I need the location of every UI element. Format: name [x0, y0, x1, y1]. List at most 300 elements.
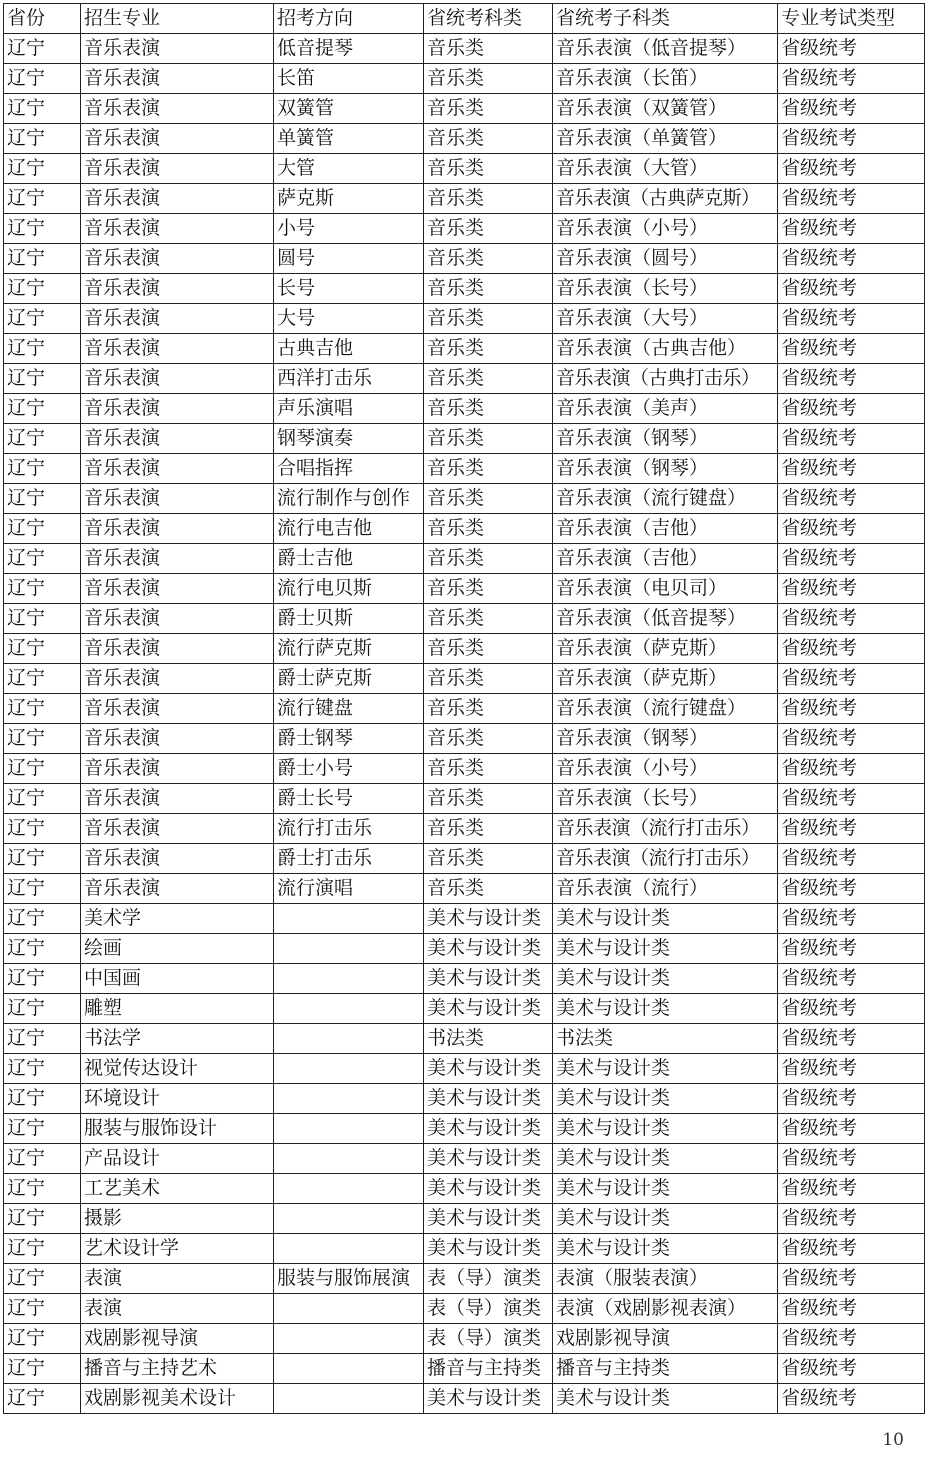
cell-exam-subcategory: 音乐表演（长号） — [553, 784, 778, 814]
cell-exam-category: 表（导）演类 — [424, 1264, 553, 1294]
cell-exam-type: 省级统考 — [778, 1294, 925, 1324]
cell-exam-type: 省级统考 — [778, 904, 925, 934]
cell-major: 音乐表演 — [81, 544, 274, 574]
cell-province: 辽宁 — [4, 124, 81, 154]
cell-province: 辽宁 — [4, 1024, 81, 1054]
cell-exam-subcategory: 音乐表演（吉他） — [553, 544, 778, 574]
cell-exam-subcategory: 音乐表演（大号） — [553, 304, 778, 334]
cell-exam-type: 省级统考 — [778, 334, 925, 364]
cell-exam-subcategory: 音乐表演（美声） — [553, 394, 778, 424]
cell-province: 辽宁 — [4, 394, 81, 424]
cell-direction — [274, 1084, 424, 1114]
table-row — [4, 1264, 925, 1294]
cell-exam-category: 美术与设计类 — [424, 1084, 553, 1114]
cell-direction: 单簧管 — [274, 124, 424, 154]
cell-exam-type: 省级统考 — [778, 1354, 925, 1384]
cell-direction — [274, 1114, 424, 1144]
cell-province: 辽宁 — [4, 1114, 81, 1144]
cell-major: 表演 — [81, 1294, 274, 1324]
cell-exam-category: 美术与设计类 — [424, 1144, 553, 1174]
table-row — [4, 1084, 925, 1114]
cell-exam-category: 音乐类 — [424, 754, 553, 784]
cell-exam-subcategory: 音乐表演（单簧管） — [553, 124, 778, 154]
cell-province: 辽宁 — [4, 1264, 81, 1294]
cell-exam-subcategory: 音乐表演（小号） — [553, 754, 778, 784]
cell-province: 辽宁 — [4, 94, 81, 124]
cell-direction — [274, 934, 424, 964]
table-row — [4, 454, 925, 484]
cell-exam-subcategory: 音乐表演（钢琴） — [553, 424, 778, 454]
table-body — [4, 34, 925, 1414]
cell-major: 摄影 — [81, 1204, 274, 1234]
cell-exam-category: 音乐类 — [424, 844, 553, 874]
cell-exam-type: 省级统考 — [778, 994, 925, 1024]
cell-direction: 低音提琴 — [274, 34, 424, 64]
cell-major: 音乐表演 — [81, 784, 274, 814]
cell-exam-category: 播音与主持类 — [424, 1354, 553, 1384]
cell-exam-subcategory: 音乐表演（双簧管） — [553, 94, 778, 124]
cell-direction: 小号 — [274, 214, 424, 244]
cell-province: 辽宁 — [4, 604, 81, 634]
cell-exam-type: 省级统考 — [778, 1084, 925, 1114]
cell-major: 音乐表演 — [81, 484, 274, 514]
cell-exam-category: 音乐类 — [424, 664, 553, 694]
header-exam-category: 省统考科类 — [424, 4, 553, 34]
cell-exam-type: 省级统考 — [778, 394, 925, 424]
cell-exam-subcategory: 表演（服装表演） — [553, 1264, 778, 1294]
cell-province: 辽宁 — [4, 34, 81, 64]
cell-direction: 双簧管 — [274, 94, 424, 124]
cell-major: 产品设计 — [81, 1144, 274, 1174]
cell-direction: 西洋打击乐 — [274, 364, 424, 394]
cell-direction: 合唱指挥 — [274, 454, 424, 484]
cell-exam-subcategory: 音乐表演（吉他） — [553, 514, 778, 544]
cell-major: 音乐表演 — [81, 304, 274, 334]
table-row — [4, 214, 925, 244]
cell-province: 辽宁 — [4, 424, 81, 454]
cell-exam-type: 省级统考 — [778, 604, 925, 634]
cell-exam-type: 省级统考 — [778, 694, 925, 724]
cell-exam-category: 音乐类 — [424, 154, 553, 184]
cell-exam-type: 省级统考 — [778, 964, 925, 994]
table-row — [4, 724, 925, 754]
cell-major: 音乐表演 — [81, 454, 274, 484]
cell-province: 辽宁 — [4, 1234, 81, 1264]
cell-major: 音乐表演 — [81, 634, 274, 664]
cell-province: 辽宁 — [4, 514, 81, 544]
cell-major: 音乐表演 — [81, 754, 274, 784]
table-row — [4, 664, 925, 694]
cell-exam-type: 省级统考 — [778, 214, 925, 244]
cell-exam-subcategory: 美术与设计类 — [553, 994, 778, 1024]
cell-direction: 长笛 — [274, 64, 424, 94]
table-row — [4, 424, 925, 454]
cell-exam-type: 省级统考 — [778, 754, 925, 784]
cell-direction — [274, 1054, 424, 1084]
cell-major: 绘画 — [81, 934, 274, 964]
cell-exam-subcategory: 戏剧影视导演 — [553, 1324, 778, 1354]
cell-exam-category: 音乐类 — [424, 454, 553, 484]
cell-exam-type: 省级统考 — [778, 454, 925, 484]
cell-exam-category: 书法类 — [424, 1024, 553, 1054]
cell-exam-type: 省级统考 — [778, 1324, 925, 1354]
cell-exam-subcategory: 音乐表演（萨克斯） — [553, 634, 778, 664]
cell-province: 辽宁 — [4, 1324, 81, 1354]
table-row — [4, 364, 925, 394]
table-row — [4, 244, 925, 274]
cell-major: 音乐表演 — [81, 694, 274, 724]
cell-exam-category: 音乐类 — [424, 214, 553, 244]
table-row — [4, 394, 925, 424]
cell-major: 服装与服饰设计 — [81, 1114, 274, 1144]
cell-direction: 长号 — [274, 274, 424, 304]
cell-direction: 流行电吉他 — [274, 514, 424, 544]
cell-direction — [274, 904, 424, 934]
cell-exam-category: 音乐类 — [424, 514, 553, 544]
table-row — [4, 94, 925, 124]
table-row — [4, 844, 925, 874]
cell-province: 辽宁 — [4, 754, 81, 784]
cell-exam-subcategory: 美术与设计类 — [553, 1234, 778, 1264]
table-row — [4, 784, 925, 814]
cell-direction — [274, 1324, 424, 1354]
cell-exam-category: 音乐类 — [424, 34, 553, 64]
cell-exam-type: 省级统考 — [778, 424, 925, 454]
cell-province: 辽宁 — [4, 184, 81, 214]
table-row — [4, 574, 925, 604]
cell-direction: 爵士吉他 — [274, 544, 424, 574]
cell-exam-subcategory: 美术与设计类 — [553, 934, 778, 964]
table-row — [4, 1384, 925, 1414]
cell-exam-subcategory: 音乐表演（大管） — [553, 154, 778, 184]
cell-province: 辽宁 — [4, 1144, 81, 1174]
cell-major: 音乐表演 — [81, 514, 274, 544]
cell-exam-subcategory: 音乐表演（小号） — [553, 214, 778, 244]
cell-exam-subcategory: 音乐表演（萨克斯） — [553, 664, 778, 694]
cell-major: 表演 — [81, 1264, 274, 1294]
cell-direction: 服装与服饰展演 — [274, 1264, 424, 1294]
cell-exam-category: 表（导）演类 — [424, 1294, 553, 1324]
table-row — [4, 1024, 925, 1054]
cell-direction: 大号 — [274, 304, 424, 334]
cell-major: 音乐表演 — [81, 724, 274, 754]
cell-province: 辽宁 — [4, 1384, 81, 1414]
table-row — [4, 814, 925, 844]
cell-exam-category: 音乐类 — [424, 604, 553, 634]
table-row — [4, 1294, 925, 1324]
cell-exam-type: 省级统考 — [778, 484, 925, 514]
cell-direction — [274, 1354, 424, 1384]
table-row — [4, 64, 925, 94]
cell-exam-subcategory: 音乐表演（古典吉他） — [553, 334, 778, 364]
cell-exam-type: 省级统考 — [778, 874, 925, 904]
cell-direction: 爵士长号 — [274, 784, 424, 814]
cell-exam-category: 音乐类 — [424, 424, 553, 454]
cell-exam-subcategory: 音乐表演（流行键盘） — [553, 694, 778, 724]
cell-direction — [274, 964, 424, 994]
table-row — [4, 1324, 925, 1354]
cell-major: 音乐表演 — [81, 604, 274, 634]
cell-major: 音乐表演 — [81, 34, 274, 64]
cell-exam-type: 省级统考 — [778, 1024, 925, 1054]
cell-exam-type: 省级统考 — [778, 634, 925, 664]
cell-exam-subcategory: 表演（戏剧影视表演） — [553, 1294, 778, 1324]
cell-exam-category: 音乐类 — [424, 364, 553, 394]
cell-province: 辽宁 — [4, 544, 81, 574]
table-row — [4, 514, 925, 544]
cell-exam-category: 美术与设计类 — [424, 904, 553, 934]
cell-province: 辽宁 — [4, 364, 81, 394]
cell-exam-subcategory: 音乐表演（低音提琴） — [553, 604, 778, 634]
cell-direction: 钢琴演奏 — [274, 424, 424, 454]
cell-exam-type: 省级统考 — [778, 1264, 925, 1294]
cell-province: 辽宁 — [4, 1084, 81, 1114]
cell-province: 辽宁 — [4, 274, 81, 304]
cell-exam-type: 省级统考 — [778, 184, 925, 214]
cell-exam-subcategory: 播音与主持类 — [553, 1354, 778, 1384]
cell-exam-subcategory: 音乐表演（电贝司） — [553, 574, 778, 604]
cell-major: 音乐表演 — [81, 244, 274, 274]
cell-exam-category: 音乐类 — [424, 694, 553, 724]
cell-exam-category: 音乐类 — [424, 94, 553, 124]
cell-exam-subcategory: 美术与设计类 — [553, 964, 778, 994]
cell-major: 美术学 — [81, 904, 274, 934]
cell-direction: 古典吉他 — [274, 334, 424, 364]
cell-major: 雕塑 — [81, 994, 274, 1024]
cell-exam-category: 美术与设计类 — [424, 1174, 553, 1204]
cell-exam-category: 美术与设计类 — [424, 1054, 553, 1084]
cell-exam-type: 省级统考 — [778, 814, 925, 844]
table-row — [4, 184, 925, 214]
cell-exam-subcategory: 音乐表演（流行键盘） — [553, 484, 778, 514]
cell-major: 播音与主持艺术 — [81, 1354, 274, 1384]
cell-province: 辽宁 — [4, 784, 81, 814]
cell-exam-category: 音乐类 — [424, 304, 553, 334]
table-row — [4, 484, 925, 514]
cell-exam-subcategory: 音乐表演（流行打击乐） — [553, 814, 778, 844]
cell-direction: 爵士打击乐 — [274, 844, 424, 874]
cell-direction — [274, 1384, 424, 1414]
cell-direction: 萨克斯 — [274, 184, 424, 214]
cell-major: 音乐表演 — [81, 424, 274, 454]
cell-province: 辽宁 — [4, 64, 81, 94]
cell-exam-subcategory: 美术与设计类 — [553, 1054, 778, 1084]
cell-direction: 流行萨克斯 — [274, 634, 424, 664]
cell-province: 辽宁 — [4, 634, 81, 664]
cell-major: 戏剧影视导演 — [81, 1324, 274, 1354]
cell-province: 辽宁 — [4, 964, 81, 994]
cell-exam-category: 音乐类 — [424, 724, 553, 754]
cell-exam-subcategory: 音乐表演（圆号） — [553, 244, 778, 274]
cell-province: 辽宁 — [4, 454, 81, 484]
cell-major: 环境设计 — [81, 1084, 274, 1114]
page-number: 10 — [882, 1430, 904, 1450]
cell-exam-subcategory: 音乐表演（流行） — [553, 874, 778, 904]
cell-exam-type: 省级统考 — [778, 274, 925, 304]
cell-exam-subcategory: 美术与设计类 — [553, 1114, 778, 1144]
table-row — [4, 694, 925, 724]
cell-province: 辽宁 — [4, 154, 81, 184]
cell-exam-type: 省级统考 — [778, 94, 925, 124]
cell-exam-type: 省级统考 — [778, 124, 925, 154]
cell-direction — [274, 1144, 424, 1174]
table-row — [4, 154, 925, 184]
cell-exam-subcategory: 音乐表演（古典打击乐） — [553, 364, 778, 394]
cell-major: 音乐表演 — [81, 94, 274, 124]
cell-province: 辽宁 — [4, 694, 81, 724]
cell-exam-subcategory: 美术与设计类 — [553, 904, 778, 934]
cell-exam-type: 省级统考 — [778, 304, 925, 334]
cell-major: 音乐表演 — [81, 664, 274, 694]
cell-direction: 流行演唱 — [274, 874, 424, 904]
table-row — [4, 604, 925, 634]
cell-exam-subcategory: 音乐表演（低音提琴） — [553, 34, 778, 64]
cell-exam-type: 省级统考 — [778, 1114, 925, 1144]
cell-exam-category: 美术与设计类 — [424, 1234, 553, 1264]
cell-exam-category: 音乐类 — [424, 814, 553, 844]
cell-exam-type: 省级统考 — [778, 724, 925, 754]
cell-major: 音乐表演 — [81, 64, 274, 94]
table-row — [4, 124, 925, 154]
table-row — [4, 934, 925, 964]
header-direction: 招考方向 — [274, 4, 424, 34]
cell-exam-category: 音乐类 — [424, 124, 553, 154]
cell-province: 辽宁 — [4, 1204, 81, 1234]
cell-province: 辽宁 — [4, 874, 81, 904]
cell-exam-subcategory: 美术与设计类 — [553, 1084, 778, 1114]
cell-major: 音乐表演 — [81, 334, 274, 364]
cell-province: 辽宁 — [4, 1174, 81, 1204]
cell-exam-category: 音乐类 — [424, 484, 553, 514]
cell-exam-category: 音乐类 — [424, 334, 553, 364]
table-row — [4, 1054, 925, 1084]
cell-exam-type: 省级统考 — [778, 1144, 925, 1174]
cell-exam-subcategory: 音乐表演（钢琴） — [553, 724, 778, 754]
cell-major: 音乐表演 — [81, 364, 274, 394]
cell-province: 辽宁 — [4, 904, 81, 934]
cell-province: 辽宁 — [4, 664, 81, 694]
cell-major: 书法学 — [81, 1024, 274, 1054]
table-row — [4, 964, 925, 994]
table-row — [4, 1204, 925, 1234]
cell-exam-category: 美术与设计类 — [424, 934, 553, 964]
table-row — [4, 904, 925, 934]
cell-exam-category: 音乐类 — [424, 394, 553, 424]
table-row — [4, 544, 925, 574]
cell-province: 辽宁 — [4, 724, 81, 754]
cell-exam-category: 美术与设计类 — [424, 964, 553, 994]
table-row — [4, 994, 925, 1024]
cell-province: 辽宁 — [4, 484, 81, 514]
cell-province: 辽宁 — [4, 1294, 81, 1324]
cell-exam-subcategory: 音乐表演（长笛） — [553, 64, 778, 94]
table-row — [4, 634, 925, 664]
cell-province: 辽宁 — [4, 1354, 81, 1384]
cell-major: 音乐表演 — [81, 574, 274, 604]
table-row — [4, 1174, 925, 1204]
cell-exam-subcategory: 音乐表演（流行打击乐） — [553, 844, 778, 874]
cell-major: 艺术设计学 — [81, 1234, 274, 1264]
cell-direction — [274, 1024, 424, 1054]
cell-exam-subcategory: 美术与设计类 — [553, 1204, 778, 1234]
cell-exam-type: 省级统考 — [778, 664, 925, 694]
cell-direction: 声乐演唱 — [274, 394, 424, 424]
cell-exam-category: 音乐类 — [424, 244, 553, 274]
cell-exam-category: 音乐类 — [424, 184, 553, 214]
cell-province: 辽宁 — [4, 934, 81, 964]
cell-exam-subcategory: 美术与设计类 — [553, 1384, 778, 1414]
cell-exam-subcategory: 音乐表演（长号） — [553, 274, 778, 304]
cell-major: 音乐表演 — [81, 814, 274, 844]
cell-major: 音乐表演 — [81, 124, 274, 154]
cell-major: 中国画 — [81, 964, 274, 994]
cell-exam-category: 美术与设计类 — [424, 1114, 553, 1144]
cell-major: 音乐表演 — [81, 184, 274, 214]
cell-direction: 流行制作与创作 — [274, 484, 424, 514]
cell-direction: 爵士萨克斯 — [274, 664, 424, 694]
cell-province: 辽宁 — [4, 574, 81, 604]
cell-exam-category: 表（导）演类 — [424, 1324, 553, 1354]
cell-exam-type: 省级统考 — [778, 514, 925, 544]
cell-direction: 流行打击乐 — [274, 814, 424, 844]
cell-major: 音乐表演 — [81, 394, 274, 424]
cell-exam-type: 省级统考 — [778, 574, 925, 604]
cell-exam-category: 音乐类 — [424, 64, 553, 94]
cell-exam-category: 音乐类 — [424, 874, 553, 904]
cell-exam-type: 省级统考 — [778, 1054, 925, 1084]
cell-province: 辽宁 — [4, 304, 81, 334]
table-row — [4, 874, 925, 904]
cell-exam-subcategory: 美术与设计类 — [553, 1174, 778, 1204]
cell-exam-subcategory: 书法类 — [553, 1024, 778, 1054]
cell-exam-type: 省级统考 — [778, 844, 925, 874]
cell-exam-type: 省级统考 — [778, 34, 925, 64]
cell-major: 音乐表演 — [81, 844, 274, 874]
cell-exam-type: 省级统考 — [778, 244, 925, 274]
cell-direction — [274, 994, 424, 1024]
cell-exam-subcategory: 美术与设计类 — [553, 1144, 778, 1174]
cell-major: 音乐表演 — [81, 154, 274, 184]
cell-direction: 爵士钢琴 — [274, 724, 424, 754]
table-row — [4, 334, 925, 364]
cell-exam-type: 省级统考 — [778, 1234, 925, 1264]
cell-direction — [274, 1294, 424, 1324]
cell-exam-category: 美术与设计类 — [424, 1204, 553, 1234]
table-row — [4, 304, 925, 334]
table-row — [4, 754, 925, 784]
cell-major: 视觉传达设计 — [81, 1054, 274, 1084]
cell-exam-type: 省级统考 — [778, 1174, 925, 1204]
cell-direction — [274, 1174, 424, 1204]
cell-exam-type: 省级统考 — [778, 544, 925, 574]
table-row — [4, 1234, 925, 1264]
cell-exam-category: 音乐类 — [424, 784, 553, 814]
cell-exam-type: 省级统考 — [778, 1204, 925, 1234]
cell-exam-type: 省级统考 — [778, 1384, 925, 1414]
cell-direction — [274, 1204, 424, 1234]
header-province: 省份 — [4, 4, 81, 34]
cell-exam-type: 省级统考 — [778, 934, 925, 964]
cell-major: 音乐表演 — [81, 214, 274, 244]
cell-direction — [274, 1234, 424, 1264]
cell-exam-category: 美术与设计类 — [424, 1384, 553, 1414]
cell-exam-category: 音乐类 — [424, 574, 553, 604]
cell-province: 辽宁 — [4, 244, 81, 274]
cell-exam-category: 美术与设计类 — [424, 994, 553, 1024]
header-major: 招生专业 — [81, 4, 274, 34]
admissions-table — [3, 3, 925, 1414]
cell-province: 辽宁 — [4, 814, 81, 844]
